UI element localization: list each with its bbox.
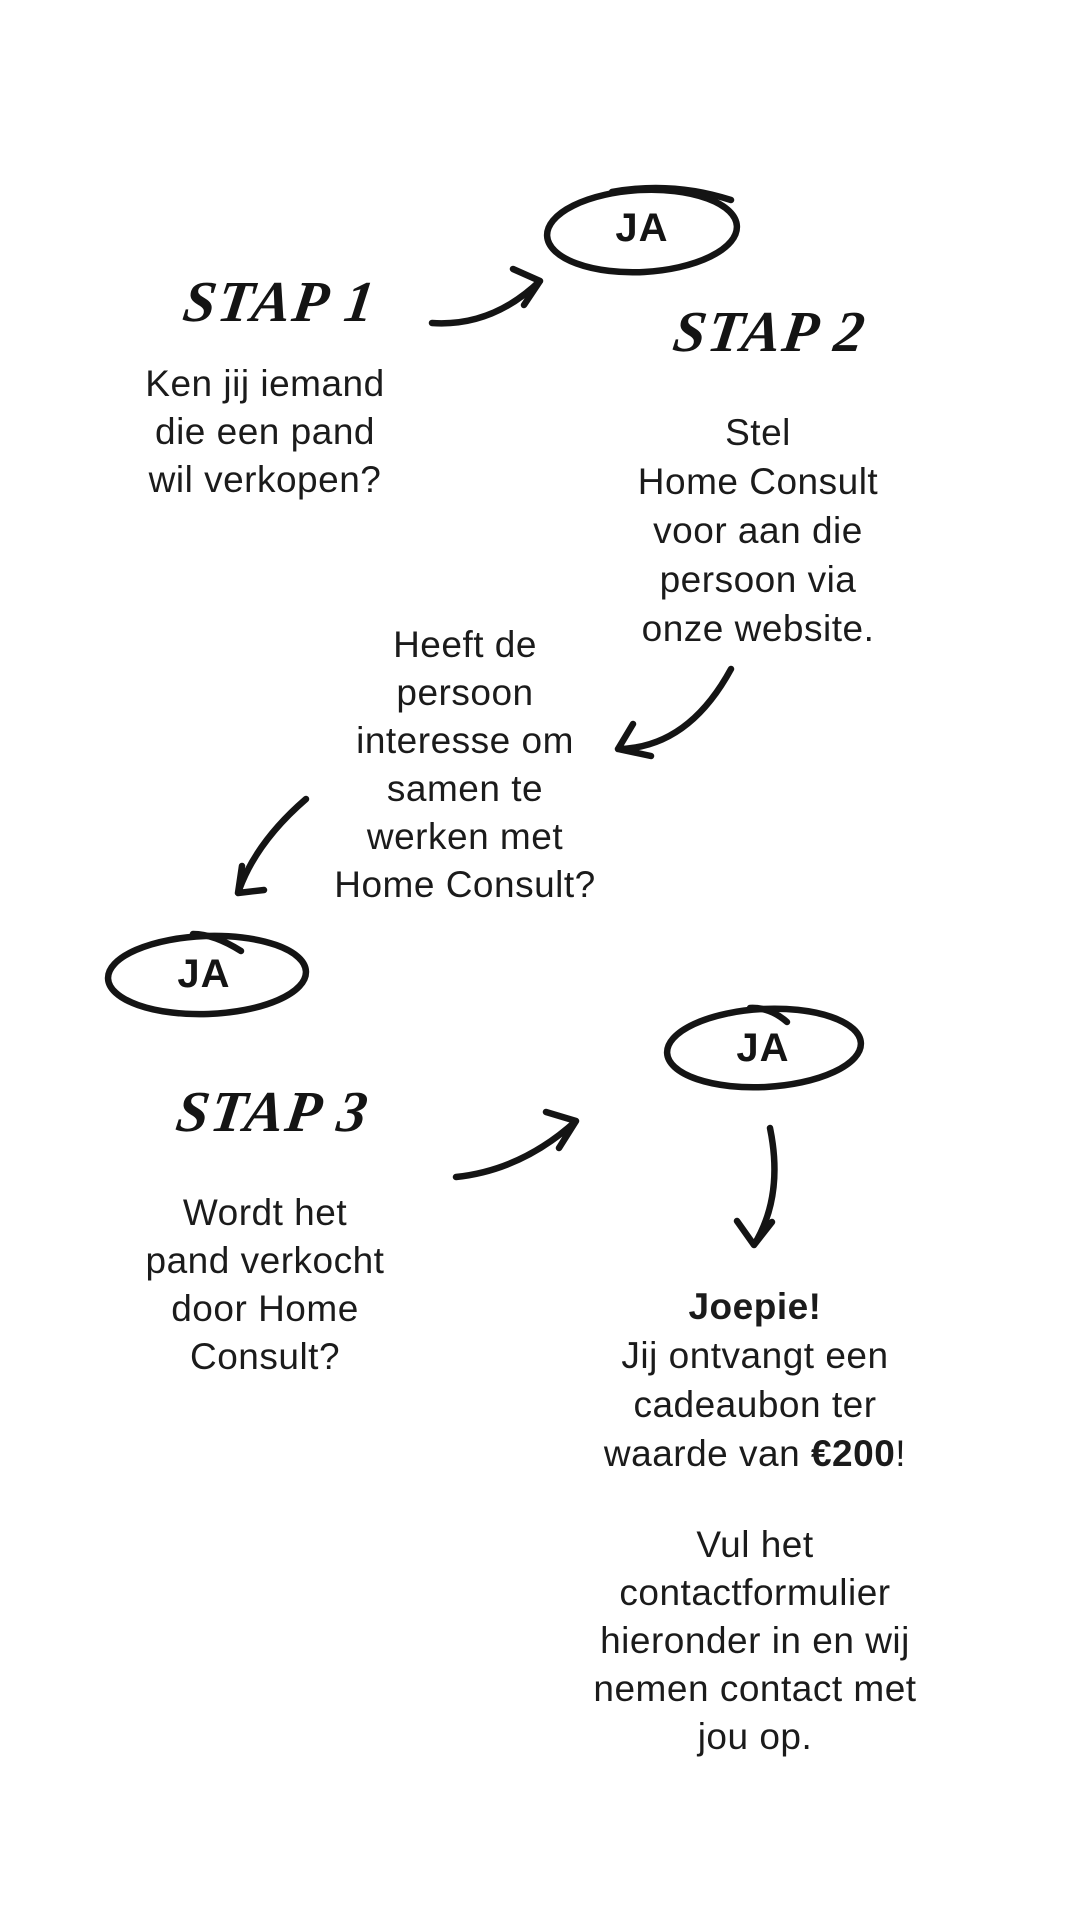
outcome-value-line [545,1429,965,1478]
text-line: die een pand [155,411,375,452]
step1-text [85,360,445,504]
step1-title: STAP 1 [179,269,381,334]
text-line: Ken jij iemand [145,363,385,404]
text-line: onze website. [641,608,875,649]
value-suffix: ! [895,1433,907,1474]
text-line: Heeft de [393,624,537,665]
arrow-step3-to-ja3 [456,1112,576,1177]
ja-badge-3: JA [736,1026,790,1070]
ja-oval-3-overshoot [750,1008,787,1022]
outcome-title: Joepie! [688,1286,822,1327]
ja-oval-2-overshoot [193,934,241,951]
ja-badge-1: JA [615,206,669,250]
question-text [285,621,645,909]
text-line: pand verkocht [145,1240,385,1281]
text-line: Home Consult [637,461,879,502]
text-line: persoon via [659,559,857,600]
value-prefix: waarde van [603,1433,811,1474]
text-line: interesse om [356,720,574,761]
text-line: door Home [171,1288,359,1329]
text-line: samen te [386,768,544,809]
text-line: voor aan die [653,510,863,551]
text-line: cadeaubon ter [633,1384,877,1425]
text-line: jou op. [697,1716,813,1757]
text-line: werken met [366,816,564,857]
text-line: hieronder in en wij [600,1620,910,1661]
step3-text [85,1189,445,1381]
footer-text [535,1521,975,1761]
step2-title: STAP 2 [669,299,871,364]
text-line: wil verkopen? [148,459,382,500]
step3-title: STAP 3 [172,1079,374,1144]
text-line: Vul het [696,1524,814,1565]
text-line: Home Consult? [334,864,596,905]
step2-text [578,408,938,653]
ja-badge-2: JA [177,952,231,996]
text-line: Jij ontvangt een [621,1335,889,1376]
text-line: contactformulier [619,1572,891,1613]
outcome-text [545,1282,965,1478]
text-line: persoon [396,672,534,713]
text-line: nemen contact met [593,1668,917,1709]
text-line: Wordt het [182,1192,348,1233]
text-line: Stel [725,412,791,453]
text-line: Consult? [189,1336,341,1377]
reward-amount: €200 [810,1433,896,1474]
arrow-ja3-to-outcome [737,1128,774,1245]
ja-oval-1-overshoot [612,188,731,200]
